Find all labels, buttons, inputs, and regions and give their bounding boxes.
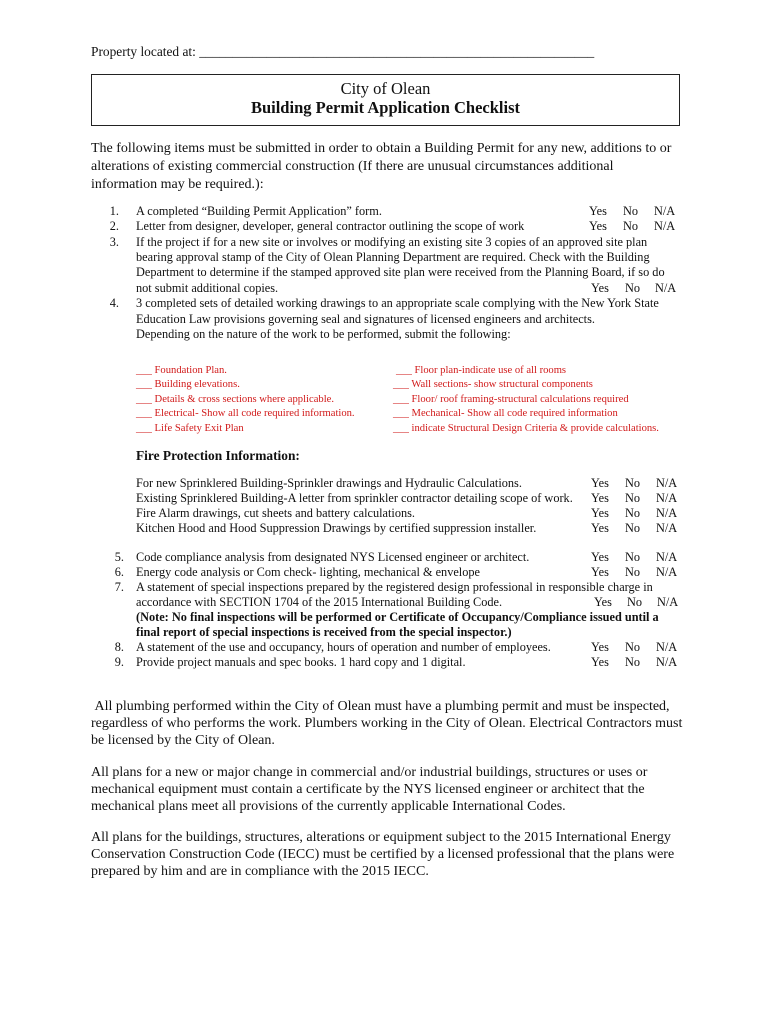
- answer-yes[interactable]: Yes: [591, 521, 609, 535]
- answer-na[interactable]: N/A: [656, 550, 678, 564]
- fire-row-1-answers[interactable]: [591, 476, 677, 491]
- item-1-answers[interactable]: [589, 204, 675, 219]
- drawing-item[interactable]: ___ Mechanical- Show all code required information: [393, 408, 618, 419]
- page-title: Building Permit Application Checklist: [250, 98, 521, 117]
- mechanical-paragraph: All plans for a new or major change in commercial and/or industrial buildings, structures or uses or mechanical equipment must contain a certificate by the NYS licensed engineer or architect that the mechanical plans meet all provisions of the currently applicable International Codes.: [91, 765, 648, 814]
- answer-yes[interactable]: Yes: [591, 550, 609, 564]
- item-text-line: Education Law provisions governing seal and signatures of licensed engineers and architects.: [136, 312, 595, 326]
- drawing-item[interactable]: ___ Floor plan-indicate use of all rooms: [396, 365, 567, 376]
- answer-na[interactable]: N/A: [654, 204, 676, 218]
- answer-yes[interactable]: Yes: [591, 565, 609, 579]
- drawing-item[interactable]: ___ indicate Structural Design Criteria & provide calculations.: [393, 423, 659, 434]
- fire-row-4-answers[interactable]: [591, 521, 677, 536]
- item-text-line: accordance with SECTION 1704 of the 2015 International Building Code.: [136, 595, 503, 609]
- answer-yes[interactable]: Yes: [591, 655, 609, 669]
- answer-yes[interactable]: Yes: [591, 491, 609, 505]
- drawing-item[interactable]: ___ Foundation Plan.: [136, 365, 227, 376]
- item-text-line: 3 completed sets of detailed working drawings to an appropriate scale complying with the New York State: [136, 296, 659, 310]
- item-text-line: Department to determine if the stamped approved site plan were received from the Planning Board, if so do: [136, 265, 665, 279]
- answer-yes[interactable]: Yes: [591, 506, 609, 520]
- answer-yes[interactable]: Yes: [594, 595, 612, 609]
- item-9-answers[interactable]: [591, 655, 677, 670]
- fire-row: For new Sprinklered Building-Sprinkler drawings and Hydraulic Calculations.: [136, 476, 522, 490]
- answer-na[interactable]: N/A: [656, 521, 678, 535]
- answer-na[interactable]: N/A: [656, 640, 678, 654]
- answer-no[interactable]: No: [625, 476, 641, 490]
- answer-yes[interactable]: Yes: [591, 476, 609, 490]
- intro-paragraph: The following items must be submitted in order to obtain a Building Permit for any new, additions to or alterations of existing commercial construction (If there are unusual circumstances additional information may be required.):: [91, 141, 672, 192]
- fire-row-2-answers[interactable]: [591, 491, 677, 506]
- drawing-item[interactable]: ___ Life Safety Exit Plan: [136, 423, 244, 434]
- item-text-line: not submit additional copies.: [136, 281, 279, 295]
- answer-no[interactable]: No: [625, 521, 641, 535]
- fire-protection-heading: Fire Protection Information:: [136, 448, 300, 463]
- item-number: 2.: [109, 219, 119, 233]
- item-6-answers[interactable]: [591, 565, 677, 580]
- item-text-line: bearing approval stamp of the City of Olean Planning Department are required. Check with the Building: [136, 250, 650, 264]
- item-7-answers[interactable]: [594, 595, 678, 610]
- answer-na[interactable]: N/A: [656, 476, 678, 490]
- item-text: Code compliance analysis from designated NYS Licensed engineer or architect.: [136, 550, 530, 564]
- fire-row-3-answers[interactable]: [591, 506, 677, 521]
- answer-no[interactable]: No: [627, 595, 643, 609]
- item-text: A completed “Building Permit Application” form.: [136, 204, 382, 218]
- answer-na[interactable]: N/A: [656, 565, 678, 579]
- answer-na[interactable]: N/A: [654, 219, 676, 233]
- item-number: 6.: [114, 565, 124, 579]
- item-text: Letter from designer, developer, general contractor outlining the scope of work: [136, 219, 525, 233]
- answer-na[interactable]: N/A: [656, 491, 678, 505]
- answer-na[interactable]: N/A: [657, 595, 679, 609]
- drawing-item[interactable]: ___ Details & cross sections where applicable.: [136, 394, 334, 405]
- answer-no[interactable]: No: [625, 565, 641, 579]
- drawing-item[interactable]: ___ Electrical- Show all code required information.: [136, 408, 355, 419]
- item-number: 9.: [114, 655, 124, 669]
- item-number: 8.: [114, 640, 124, 654]
- city-name: City of Olean: [340, 79, 431, 98]
- answer-no[interactable]: No: [623, 204, 639, 218]
- answer-yes[interactable]: Yes: [591, 281, 609, 295]
- item-5-answers[interactable]: [591, 550, 677, 565]
- answer-no[interactable]: No: [625, 655, 641, 669]
- item-text-line: A statement of special inspections prepared by the registered design professional in responsible charge in: [136, 580, 653, 594]
- item-text: A statement of the use and occupancy, hours of operation and number of employees.: [136, 640, 551, 654]
- property-location-line[interactable]: Property located at: ___________________________________________________________: [91, 44, 595, 59]
- answer-no[interactable]: No: [625, 281, 641, 295]
- item-text: Energy code analysis or Com check- lighting, mechanical & envelope: [136, 565, 480, 579]
- answer-yes[interactable]: Yes: [589, 219, 607, 233]
- drawing-item[interactable]: ___ Wall sections- show structural components: [393, 379, 593, 390]
- item-2-answers[interactable]: [589, 219, 675, 234]
- title-box: [91, 74, 680, 126]
- item-3-answers[interactable]: [591, 281, 676, 296]
- energy-code-paragraph: All plans for the buildings, structures, alterations or equipment subject to the 2015 International Energy Conservation Construction Code (IECC) must be certified by a licensed professional that the plans were prepared by him and are in compliance with the 2015 IECC.: [91, 830, 675, 879]
- plumbing-paragraph: All plumbing performed within the City of Olean must have a plumbing permit and must be inspected, regardless of who performs the work. Plumbers working in the City of Olean. Electrical Contractors must be licensed by the City of Olean.: [91, 699, 686, 748]
- item-number: 4.: [109, 296, 119, 310]
- answer-no[interactable]: No: [623, 219, 639, 233]
- item-number: 7.: [114, 580, 124, 594]
- item-text-line: Depending on the nature of the work to be performed, submit the following:: [136, 327, 511, 341]
- answer-no[interactable]: No: [625, 506, 641, 520]
- drawing-item[interactable]: ___ Floor/ roof framing-structural calculations required: [393, 394, 629, 405]
- inspection-note-line: final report of special inspections is received from the special inspector.): [136, 625, 512, 639]
- answer-no[interactable]: No: [625, 640, 641, 654]
- fire-row: Kitchen Hood and Hood Suppression Drawings by certified suppression installer.: [136, 521, 537, 535]
- item-8-answers[interactable]: [591, 640, 677, 655]
- fire-row: Existing Sprinklered Building-A letter from sprinkler contractor detailing scope of work.: [136, 491, 573, 505]
- item-number: 3.: [109, 235, 119, 249]
- answer-na[interactable]: N/A: [656, 655, 678, 669]
- inspection-note-line: (Note: No final inspections will be performed or Certificate of Occupancy/Compliance issued until a: [136, 610, 659, 624]
- answer-na[interactable]: N/A: [655, 281, 677, 295]
- answer-no[interactable]: No: [625, 491, 641, 505]
- item-number: 1.: [109, 204, 119, 218]
- answer-yes[interactable]: Yes: [589, 204, 607, 218]
- drawing-item[interactable]: ___ Building elevations.: [136, 379, 240, 390]
- item-text-line: If the project if for a new site or involves or modifying an existing site 3 copies of an approved site plan: [136, 235, 648, 249]
- answer-no[interactable]: No: [625, 550, 641, 564]
- item-number: 5.: [114, 550, 124, 564]
- answer-na[interactable]: N/A: [656, 506, 678, 520]
- item-text: Provide project manuals and spec books. 1 hard copy and 1 digital.: [136, 655, 466, 669]
- answer-yes[interactable]: Yes: [591, 640, 609, 654]
- fire-row: Fire Alarm drawings, cut sheets and battery calculations.: [136, 506, 415, 520]
